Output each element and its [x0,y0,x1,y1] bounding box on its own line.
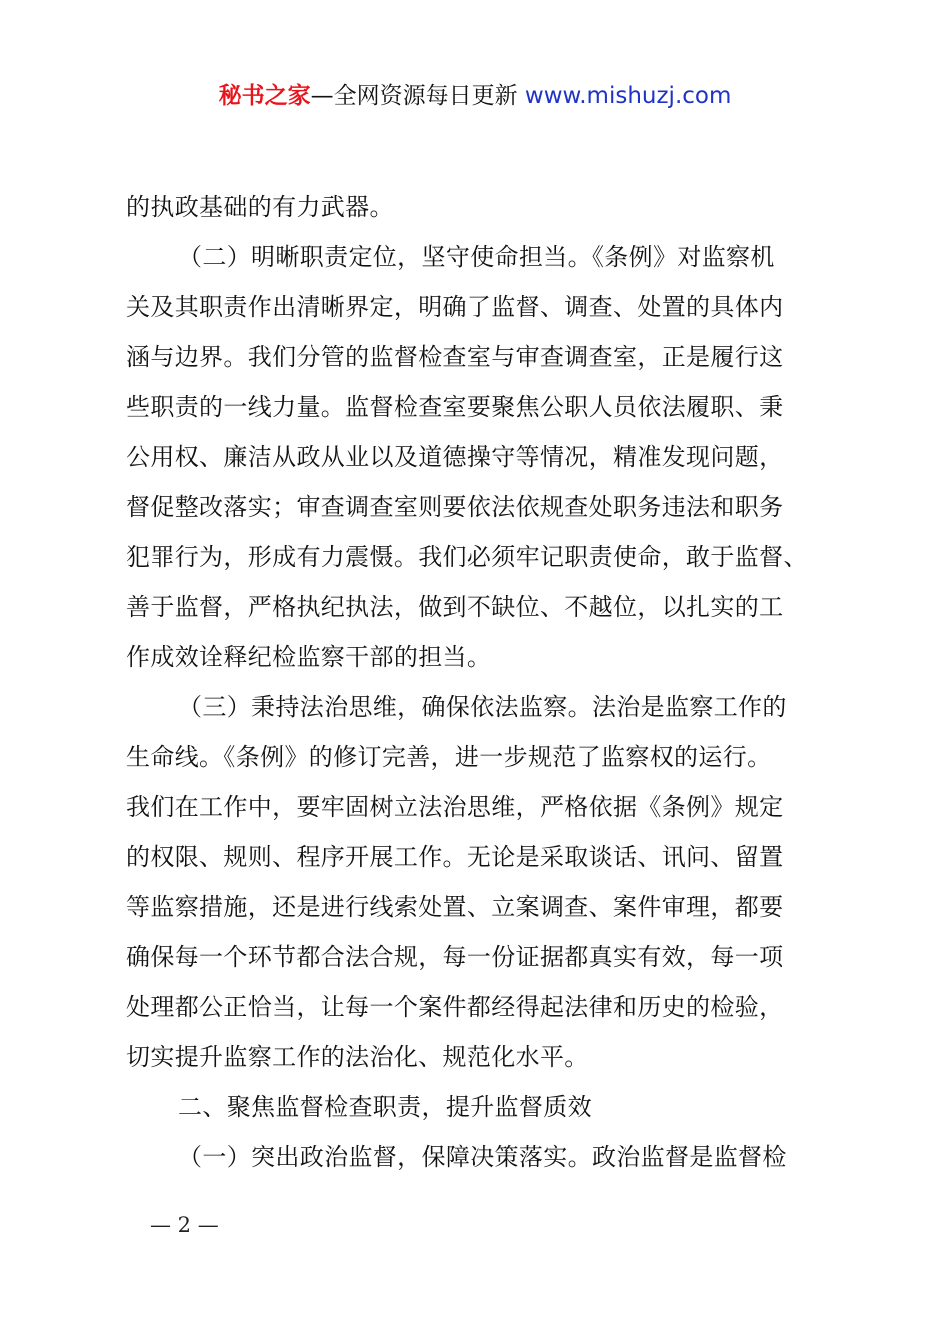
text-line: 涵与边界。我们分管的监督检查室与审查调查室，正是履行这 [126,343,784,371]
text-line: 犯罪行为，形成有力震慑。我们必须牢记职责使命，敢于监督、 [126,543,808,571]
text-line: 的权限、规则、程序开展工作。无论是采取谈话、讯问、留置 [126,843,784,871]
text-line: 公用权、廉洁从政从业以及道德操守等情况，精准发现问题， [126,443,784,471]
banner-slogan: —全网资源每日更新 [310,83,518,109]
text-line: （二）明晰职责定位，坚守使命担当。《条例》对监察机 [178,243,775,271]
page-number: — 2 — [150,1213,219,1237]
text-line: 关及其职责作出清晰界定，明确了监督、调查、处置的具体内 [126,293,784,321]
text-line: 督促整改落实；审查调查室则要依法依规查处职务违法和职务 [126,493,784,521]
site-url-link[interactable]: www.mishuzj.com [524,83,732,109]
text-line: 我们在工作中，要牢固树立法治思维，严格依据《条例》规定 [126,793,784,821]
text-line: 善于监督，严格执纪执法，做到不缺位、不越位，以扎实的工 [126,593,784,621]
text-line: 等监察措施，还是进行线索处置、立案调查、案件审理，都要 [126,893,784,921]
text-line: （一）突出政治监督，保障决策落实。政治监督是监督检 [178,1143,787,1171]
text-line: 确保每一个环节都合法合规，每一份证据都真实有效，每一项 [126,943,784,971]
text-line: 切实提升监察工作的法治化、规范化水平。 [126,1043,589,1071]
text-line: 作成效诠释纪检监察干部的担当。 [126,643,492,671]
text-line: 二、聚焦监督检查职责，提升监督质效 [178,1093,592,1121]
text-line: 处理都公正恰当，让每一个案件都经得起法律和历史的检验， [126,993,784,1021]
text-line: （三）秉持法治思维，确保依法监察。法治是监察工作的 [178,693,787,721]
brand-name: 秘书之家 [218,83,311,109]
text-line: 的执政基础的有力武器。 [126,193,394,221]
document-body [126,182,838,1182]
text-line: 生命线。《条例》的修订完善，进一步规范了监察权的运行。 [126,743,772,771]
site-banner [0,80,950,112]
text-line: 些职责的一线力量。监督检查室要聚焦公职人员依法履职、秉 [126,393,784,421]
